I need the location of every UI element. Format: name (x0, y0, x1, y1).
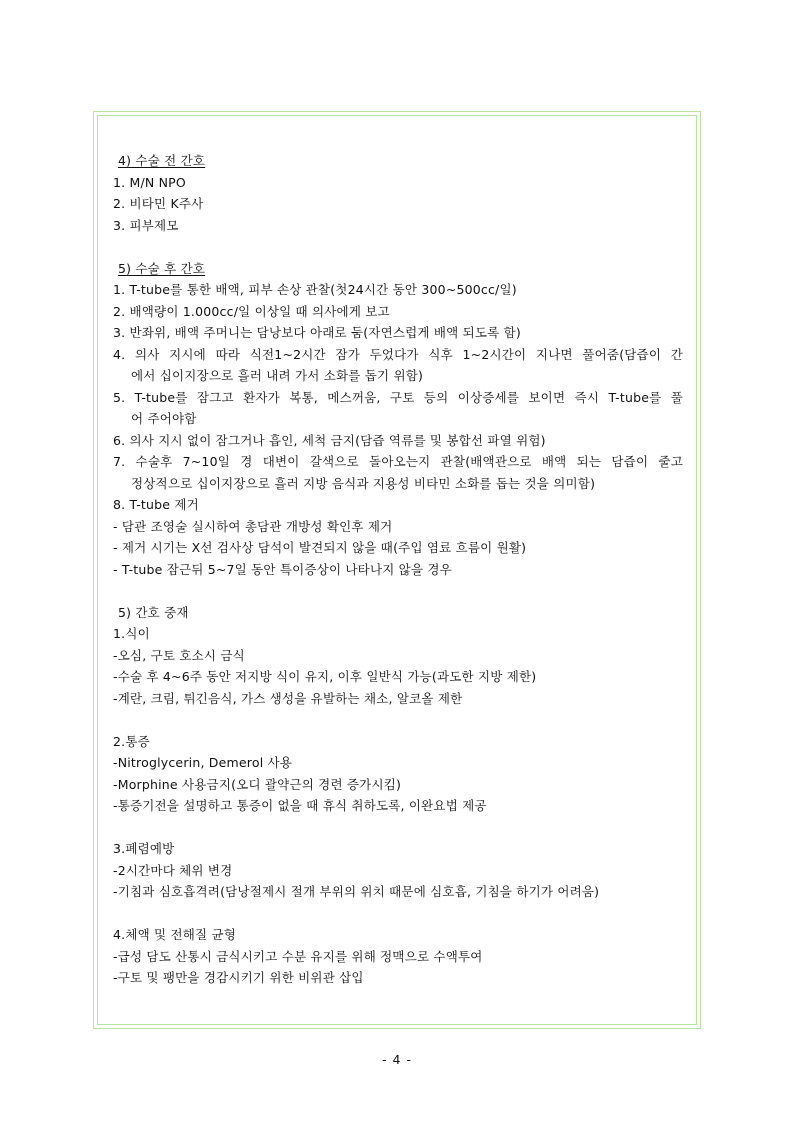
section-heading-preop: 4) 수술 전 간호 (118, 153, 206, 168)
page-number: - 4 - (382, 1052, 412, 1067)
list-item: 7. 수술후 7~10일 경 대변이 갈색으로 돌아오는지 관찰(배액관으로 배액 되는 담즙이 줄고 (113, 454, 683, 469)
list-item: -Nitroglycerin, Demerol 사용 (113, 755, 293, 770)
subsection-title-fluid: 4.체액 및 전해질 균형 (113, 927, 237, 942)
sub-list-item: - T-tube 잠근뒤 5~7일 동안 특이증상이 나타나지 않을 경우 (113, 561, 452, 577)
list-item: -수술 후 4~6주 동안 저지방 식이 유지, 이후 일반식 가능(과도한 지방 제한) (113, 669, 537, 684)
sub-list-item: - 제거 시기는 X선 검사상 담석이 발견되지 않을 때(주입 염료 흐름이 원활) (113, 540, 527, 555)
subsection-title-pain: 2.통증 (113, 733, 150, 749)
list-item: -Morphine 사용금지(오디 괄약근의 경련 증가시킴) (113, 776, 402, 792)
list-item-continuation: 에서 십이지장으로 흘러 내려 가서 소화를 돕기 위함) (131, 368, 424, 383)
section-heading-intervention: 5) 간호 중재 (118, 604, 189, 620)
list-item: 1. T-tube를 통한 배액, 피부 손상 관찰(첫24시간 동안 300~500cc/일) (113, 282, 517, 297)
list-item: -급성 담도 산통시 금식시키고 수분 유지를 위해 정맥으로 수액투여 (113, 948, 483, 964)
list-item-continuation: 정상적으로 십이지장으로 흘러 지방 음식과 지용성 비타민 소화를 돕는 것을 의미함) (131, 475, 596, 491)
list-item: 3. 반좌위, 배액 주머니는 담낭보다 아래로 둠(자연스럽게 배액 되도록 함) (113, 325, 521, 340)
list-item: 8. T-tube 제거 (113, 497, 199, 512)
list-item: -오심, 구토 호소시 금식 (113, 647, 245, 663)
subsection-title-diet: 1.식이 (113, 626, 150, 641)
document-body (113, 150, 683, 989)
list-item: 1. M/N NPO (113, 174, 186, 190)
section-heading-postop: 5) 수술 후 간호 (118, 260, 206, 276)
list-item-continuation: 어 주어야함 (131, 411, 197, 426)
list-item: -기침과 심호흡격려(담낭절제시 절개 부위의 위치 때문에 심호흡, 기침을 하기가 어려움) (113, 884, 600, 899)
list-item: 4. 의사 지시에 따라 식전1~2시간 잠가 두었다가 식후 1~2시간이 지나면 풀어줌(담즙이 간 (113, 346, 683, 362)
list-item: -구토 및 팽만을 경감시키기 위한 비위관 삽입 (113, 970, 364, 985)
list-item: 5. T-tube를 잠그고 환자가 복통, 메스꺼움, 구토 등의 이상증세를 보이면 즉시 T-tube를 풀 (113, 389, 683, 405)
list-item: -통증기전을 설명하고 통증이 없을 때 휴식 취하도록, 이완요법 제공 (113, 798, 487, 813)
list-item: -계란, 크림, 튀긴음식, 가스 생성을 유발하는 채소, 알코올 제한 (113, 690, 463, 706)
list-item: 3. 피부제모 (113, 217, 179, 233)
list-item: 6. 의사 지시 없이 잠그거나 흡인, 세척 금지(담즙 역류를 및 봉합선 파열 위험) (113, 432, 546, 448)
list-item: -2시간마다 체위 변경 (113, 862, 233, 878)
subsection-title-atelectasis: 3.폐렴예방 (113, 841, 175, 856)
sub-list-item: - 담관 조영술 실시하여 총담관 개방성 확인후 제거 (113, 518, 393, 534)
list-item: 2. 배액량이 1.000cc/일 이상일 때 의사에게 보고 (113, 303, 390, 319)
list-item: 2. 비타민 K주사 (113, 196, 204, 211)
